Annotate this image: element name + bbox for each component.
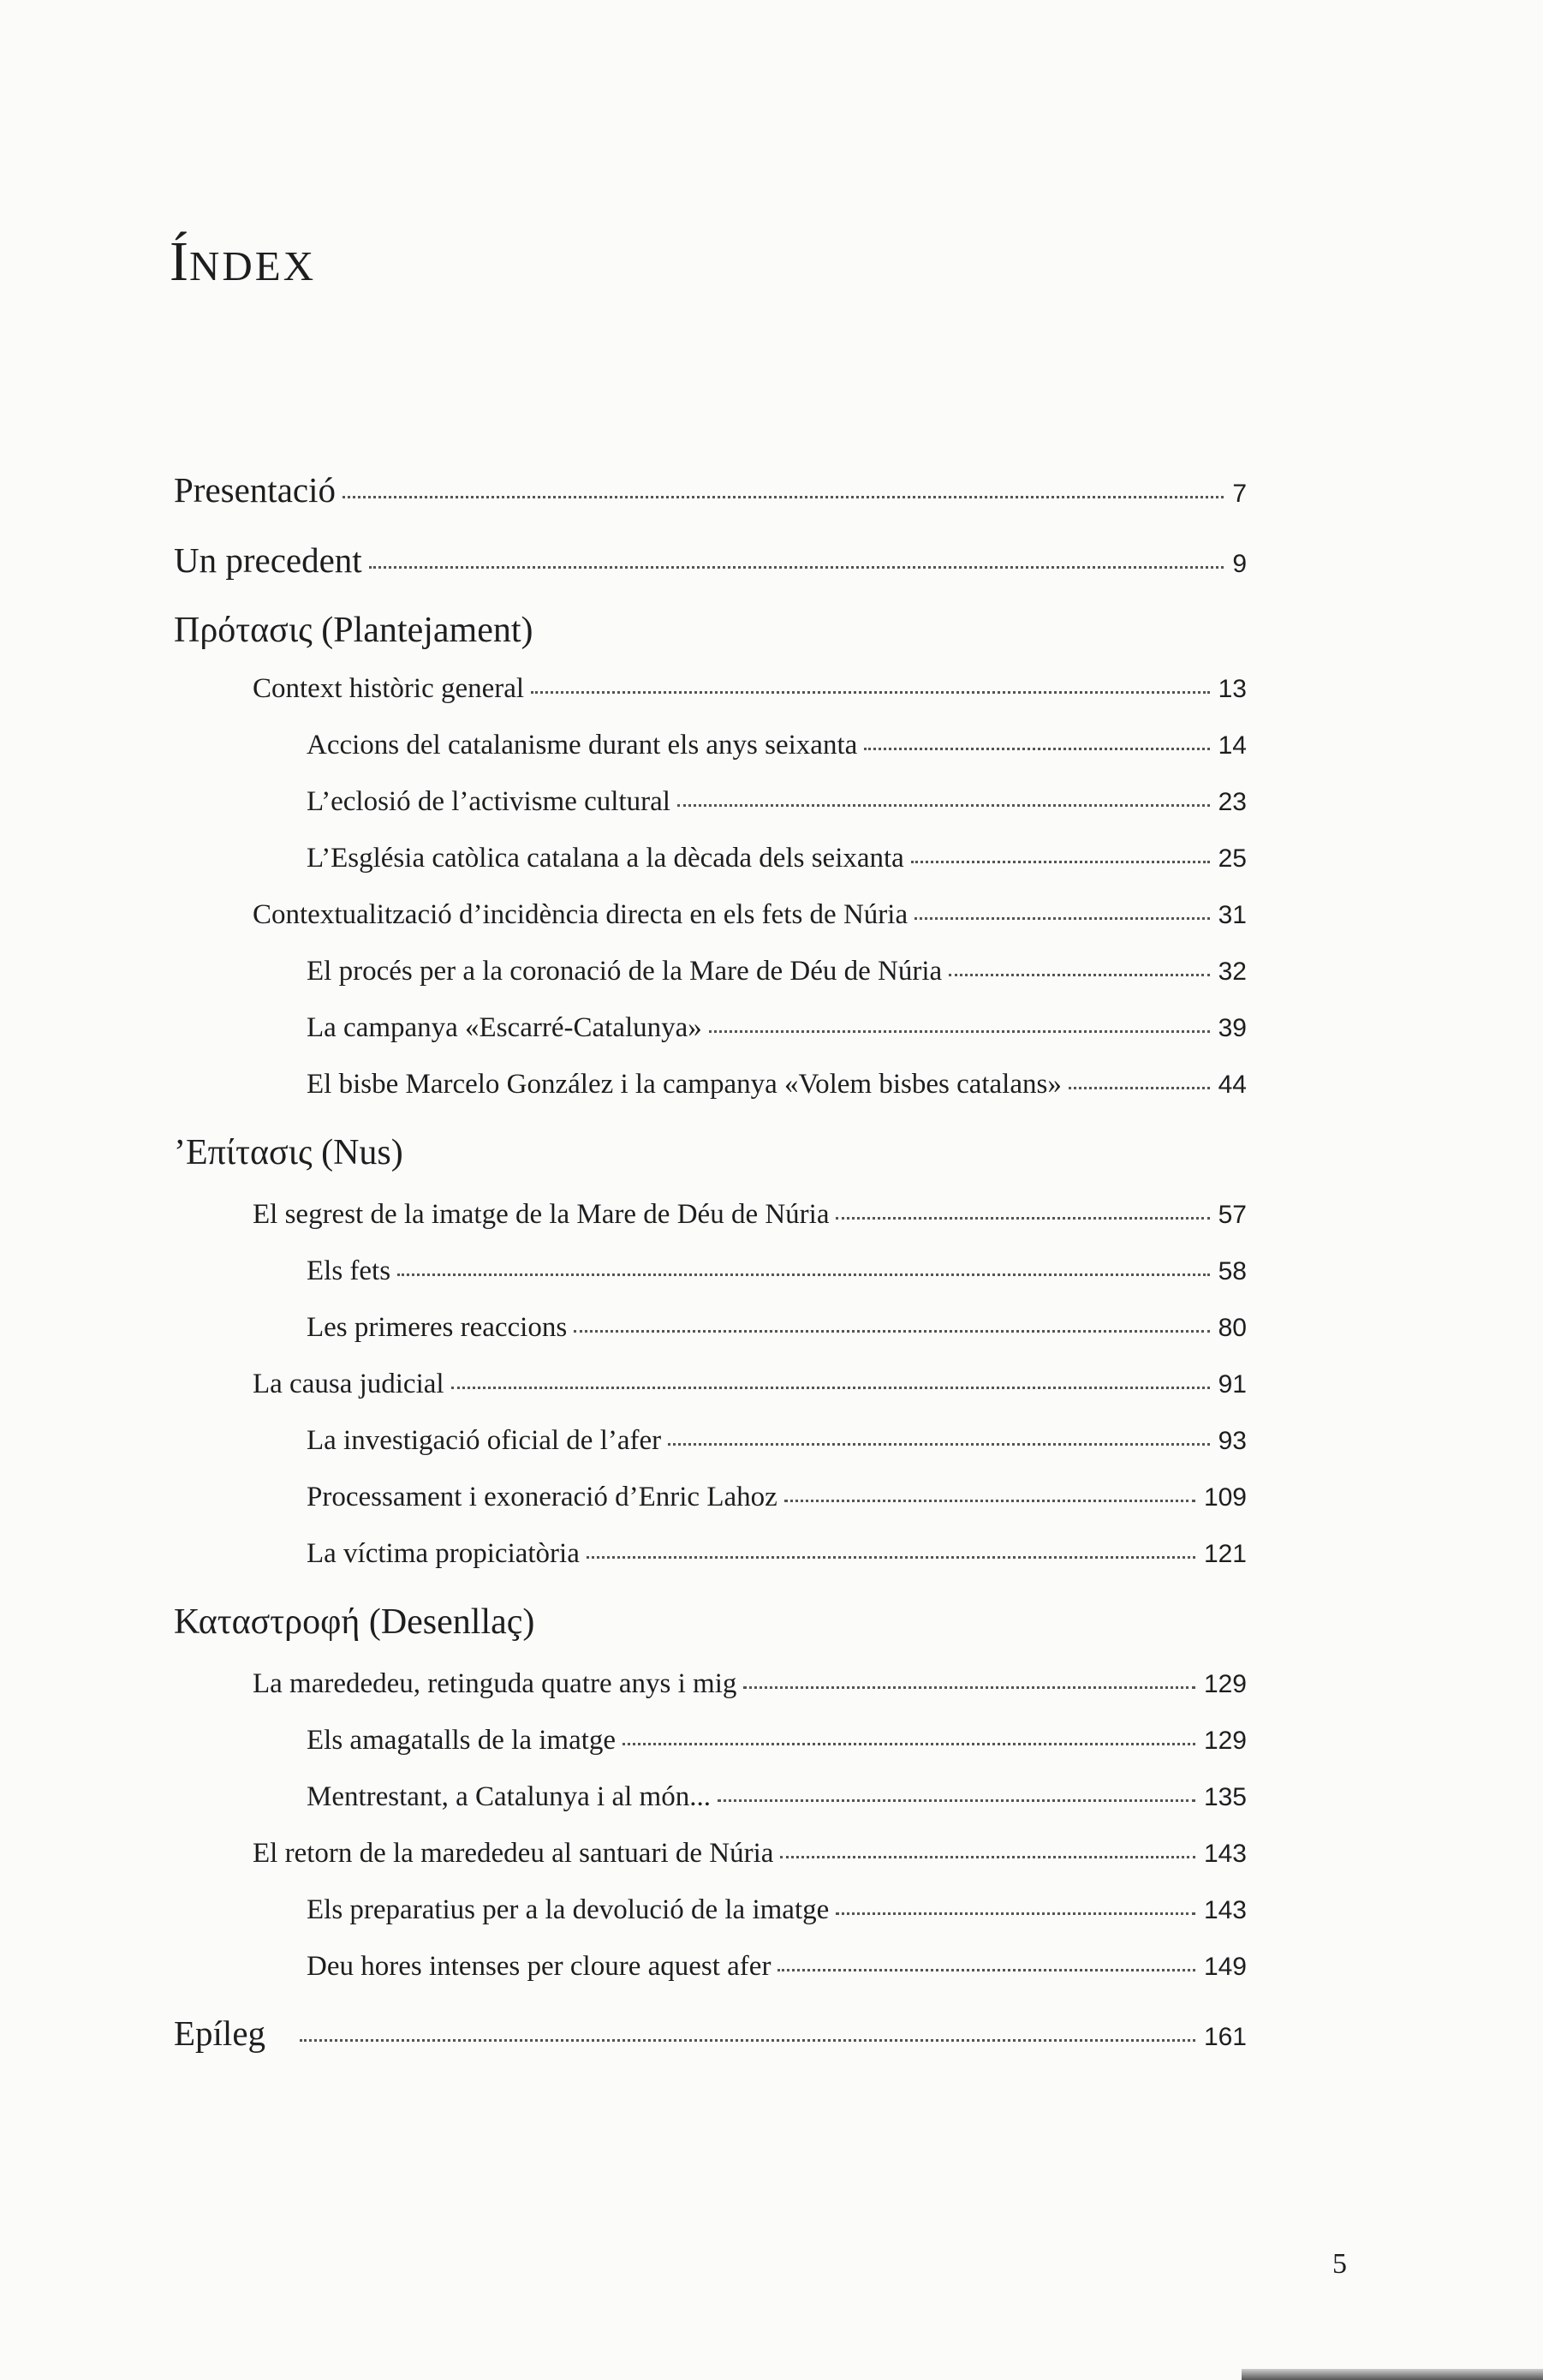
- dot-leader: [574, 1330, 1209, 1333]
- dot-leader: [718, 1799, 1195, 1802]
- dot-leader: [397, 1274, 1210, 1276]
- toc-entry[interactable]: [307, 1538, 1247, 1570]
- toc-entry[interactable]: [253, 1838, 1247, 1870]
- toc-entry[interactable]: [307, 1951, 1247, 1983]
- toc-entry[interactable]: [307, 1012, 1247, 1044]
- toc-entry-label: Mentrestant, a Catalunya i al món...: [307, 1781, 711, 1812]
- toc-entry-label: La campanya «Escarré-Catalunya»: [307, 1012, 702, 1043]
- toc-entry-page: 7: [1232, 480, 1247, 508]
- toc-entry[interactable]: [253, 1199, 1247, 1231]
- toc-entry-page: 161: [1203, 2023, 1247, 2051]
- toc-entry[interactable]: [253, 1369, 1247, 1400]
- toc-entry-page: 13: [1218, 675, 1247, 703]
- toc-entry-page: 9: [1232, 550, 1247, 578]
- toc-entry-page: 143: [1203, 1896, 1247, 1924]
- toc-entry[interactable]: [307, 1256, 1247, 1287]
- dot-leader: [587, 1556, 1195, 1559]
- toc-entry-label: El procés per a la coronació de la Mare de Déu de Núria: [307, 956, 943, 987]
- toc-entry[interactable]: [253, 1668, 1247, 1700]
- toc-entry-page: 149: [1203, 1953, 1247, 1981]
- page-number: 5: [1332, 2248, 1347, 2280]
- dot-leader: [784, 1500, 1195, 1502]
- toc-entry-label: La investigació oficial de l’afer: [307, 1425, 662, 1456]
- dot-leader: [914, 917, 1210, 920]
- toc-entry-page: 91: [1218, 1370, 1247, 1399]
- dot-leader: [343, 496, 1224, 498]
- dot-leader: [949, 974, 1209, 976]
- toc-entry-label: La marededeu, retinguda quatre anys i mig: [253, 1668, 737, 1699]
- toc-entry-label: Deu hores intenses per cloure aquest afer: [307, 1951, 772, 1982]
- dot-leader: [836, 1217, 1209, 1220]
- page-title: [170, 230, 316, 295]
- dot-leader: [300, 2039, 1195, 2042]
- toc-entry-label: La causa judicial: [253, 1369, 444, 1399]
- toc-entry[interactable]: [307, 1781, 1247, 1813]
- toc-entry[interactable]: [174, 540, 1247, 581]
- title-initial: Í: [170, 230, 189, 293]
- toc-entry-page: 39: [1218, 1014, 1247, 1042]
- toc-entry[interactable]: [307, 956, 1247, 987]
- toc-entry-page: 57: [1218, 1201, 1247, 1229]
- toc-entry[interactable]: [307, 1312, 1247, 1344]
- toc-entry[interactable]: [307, 786, 1247, 818]
- toc-entry-page: 129: [1203, 1727, 1247, 1755]
- dot-leader: [369, 566, 1224, 569]
- toc-entry-label: Accions del catalanisme durant els anys seixanta: [307, 730, 858, 761]
- toc-entry-label: L’Església catòlica catalana a la dècada dels seixanta: [307, 843, 904, 874]
- dot-leader: [743, 1686, 1195, 1689]
- toc-entry-page: 44: [1218, 1071, 1247, 1099]
- dot-leader: [780, 1856, 1195, 1858]
- toc-entry[interactable]: [307, 730, 1247, 761]
- toc-entry-label: El retorn de la marededeu al santuari de Núria: [253, 1838, 774, 1869]
- dot-leader: [451, 1387, 1210, 1389]
- toc-entry[interactable]: [174, 2013, 1247, 2054]
- toc-entry[interactable]: [307, 1425, 1247, 1457]
- section-heading: Πρότασις (Plantejament): [174, 611, 533, 650]
- dot-leader: [709, 1030, 1210, 1033]
- toc-entry[interactable]: [253, 673, 1247, 705]
- section-heading: ’Επίτασις (Nus): [174, 1133, 403, 1172]
- toc-entry[interactable]: [174, 469, 1247, 510]
- dot-leader: [668, 1443, 1209, 1446]
- toc-entry-label: Presentació: [174, 470, 336, 510]
- dot-leader: [836, 1912, 1195, 1915]
- toc-entry-page: 143: [1203, 1840, 1247, 1868]
- toc-entry-label: El bisbe Marcelo González i la campanya «Volem bisbes catalans»: [307, 1069, 1062, 1100]
- toc-entry-page: 58: [1218, 1257, 1247, 1285]
- toc-entry-label: El segrest de la imatge de la Mare de Déu de Núria: [253, 1199, 830, 1230]
- toc-entry-page: 109: [1203, 1483, 1247, 1512]
- toc-entry[interactable]: [307, 1725, 1247, 1757]
- toc-entry[interactable]: [307, 1069, 1247, 1101]
- title-rest: NDEX: [188, 242, 317, 289]
- toc-entry[interactable]: [307, 1894, 1247, 1926]
- dot-leader: [623, 1743, 1195, 1745]
- toc-entry[interactable]: [253, 899, 1247, 931]
- toc-entry[interactable]: [307, 843, 1247, 874]
- toc-entry-label: Un precedent: [174, 540, 362, 580]
- dot-leader: [1069, 1087, 1210, 1089]
- toc-entry-page: 23: [1218, 788, 1247, 816]
- toc-entry[interactable]: [307, 1482, 1247, 1513]
- section-heading: Καταστροφή (Desenllaç): [174, 1602, 535, 1642]
- toc-entry-page: 31: [1218, 901, 1247, 929]
- toc-entry-page: 25: [1218, 844, 1247, 873]
- toc-entry-page: 129: [1203, 1670, 1247, 1698]
- toc-entry-page: 135: [1203, 1783, 1247, 1811]
- toc-entry-label: Epíleg: [174, 2013, 266, 2053]
- dot-leader: [677, 804, 1210, 807]
- toc-entry-label: Els amagatalls de la imatge: [307, 1725, 617, 1756]
- toc-entry-label: Les primeres reaccions: [307, 1312, 568, 1343]
- toc-entry-page: 80: [1218, 1314, 1247, 1342]
- toc-entry-page: 14: [1218, 731, 1247, 760]
- toc-entry-label: L’eclosió de l’activisme cultural: [307, 786, 670, 817]
- toc-entry-label: Contextualització d’incidència directa en els fets de Núria: [253, 899, 909, 930]
- toc-entry-label: Processament i exoneració d’Enric Lahoz: [307, 1482, 777, 1512]
- dot-leader: [864, 748, 1209, 750]
- toc-entry-page: 32: [1218, 957, 1247, 986]
- toc-entry-page: 121: [1203, 1540, 1247, 1568]
- dot-leader: [531, 691, 1210, 694]
- dot-leader: [777, 1969, 1195, 1971]
- toc-entry-label: Context històric general: [253, 673, 525, 704]
- toc-entry-label: Els preparatius per a la devolució de la imatge: [307, 1894, 830, 1925]
- scan-edge-shadow: [1242, 2369, 1543, 2380]
- toc-entry-page: 93: [1218, 1427, 1247, 1455]
- dot-leader: [911, 861, 1210, 863]
- toc-entry-label: La víctima propiciatòria: [307, 1538, 580, 1569]
- toc-entry-label: Els fets: [307, 1256, 391, 1286]
